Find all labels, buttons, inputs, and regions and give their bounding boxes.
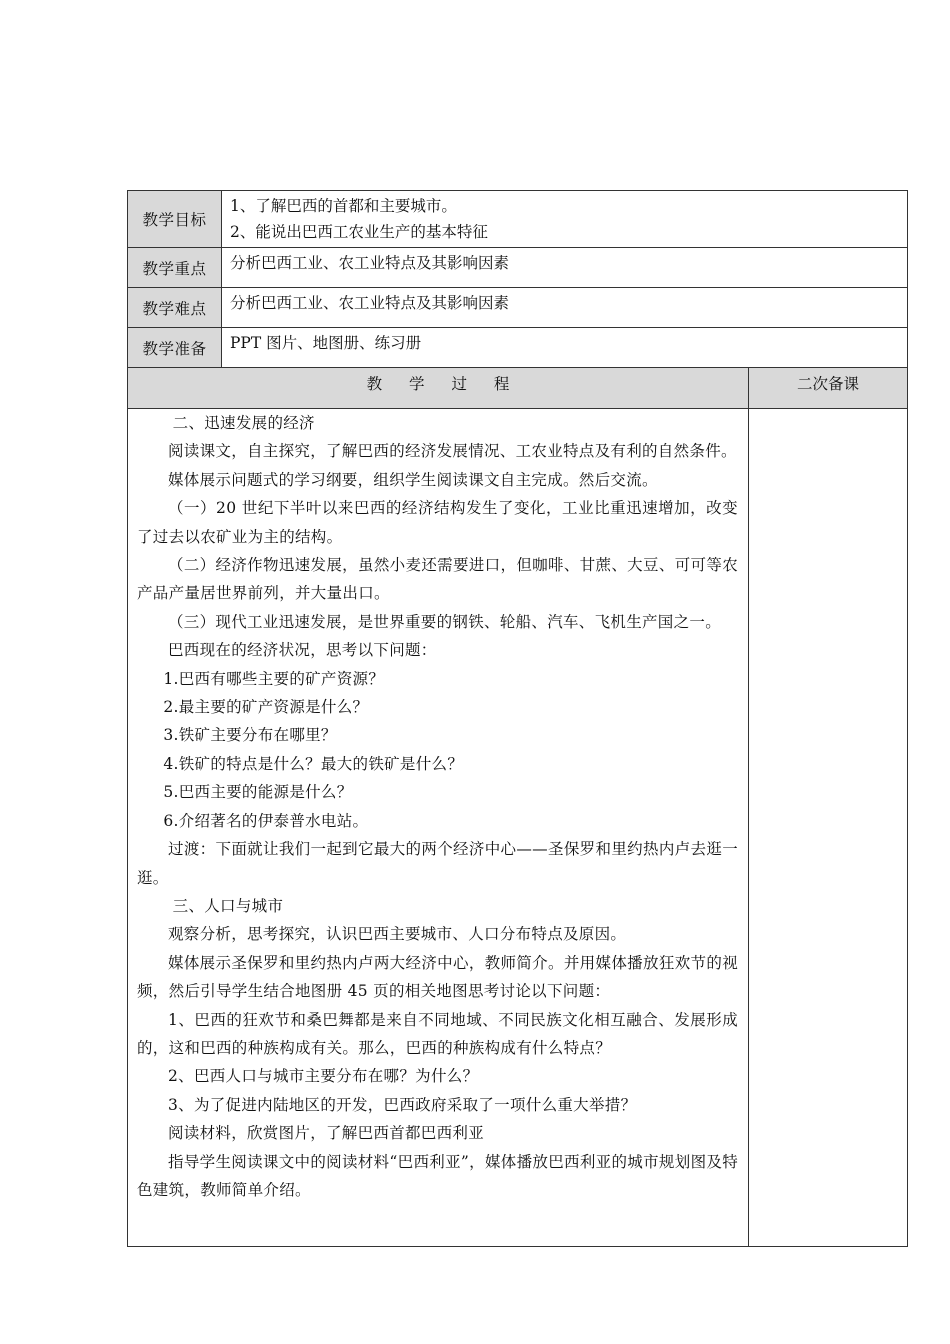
section-heading-population: 三、人口与城市 [172,896,284,915]
label-key-points: 教学重点 [128,248,222,288]
row-teaching-goals [128,191,908,248]
row-key-points [128,248,908,288]
question-item: 5.巴西主要的能源是什么？ [163,783,353,802]
paragraph: 阅读材料，欣赏图片，了解巴西首都巴西利亚 [168,1124,485,1143]
process-header-text: 教 学 过 程 [366,375,510,393]
question-item: 3.铁矿主要分布在哪里？ [163,726,337,745]
key-points-line: 分析巴西工业、农工业特点及其影响因素 [230,254,510,272]
value-difficulties [222,288,908,328]
paragraph: 指导学生阅读课文中的阅读材料“巴西利亚”，媒体播放巴西利亚的城市规划图及特色建筑，教师简单介绍。 [137,1152,738,1199]
value-preparation [222,328,908,368]
process-body [128,409,749,1247]
question-item: 2.最主要的矿产资源是什么？ [163,698,369,717]
paragraph: （一）20 世纪下半叶以来巴西的经济结构发生了变化，工业比重迅速增加，改变了过去以农矿业为主的结构。 [137,499,738,546]
paragraph: 2、巴西人口与城市主要分布在哪？为什么？ [168,1067,479,1086]
row-process-body [128,409,908,1247]
label-teaching-goals: 教学目标 [128,191,222,248]
question-item: 1.巴西有哪些主要的矿产资源？ [163,669,385,688]
lesson-plan-table [127,190,908,1247]
row-process-header [128,368,908,409]
paragraph: 3、为了促进内陆地区的开发，巴西政府采取了一项什么重大举措？ [168,1095,637,1114]
notes-header: 二次备课 [749,368,908,409]
paragraph: 过渡：下面就让我们一起到它最大的两个经济中心——圣保罗和里约热内卢去逛一逛。 [137,840,738,887]
notes-body [749,409,908,1247]
value-key-points [222,248,908,288]
label-preparation: 教学准备 [128,328,222,368]
paragraph: 1、巴西的狂欢节和桑巴舞都是来自不同地域、不同民族文化相互融合、发展形成的，这和巴西的种族构成有关。那么，巴西的种族构成有什么特点？ [137,1010,738,1057]
paragraph: （二）经济作物迅速发展，虽然小麦还需要进口，但咖啡、甘蔗、大豆、可可等农产品产量居世界前列，并大量出口。 [137,556,738,603]
section-heading-economy: 二、迅速发展的经济 [172,414,315,432]
preparation-line: PPT 图片、地图册、练习册 [230,334,422,352]
difficulties-line: 分析巴西工业、农工业特点及其影响因素 [230,294,510,312]
row-difficulties [128,288,908,328]
process-header [128,368,749,409]
goal-line-1: 1、了解巴西的首都和主要城市。 [230,197,457,215]
value-teaching-goals [222,191,908,248]
paragraph: 阅读课文，自主探究，了解巴西的经济发展情况、工农业特点及有利的自然条件。 [168,442,737,461]
paragraph: （三）现代工业迅速发展，是世界重要的钢铁、轮船、汽车、飞机生产国之一。 [168,612,722,631]
question-item: 6.介绍著名的伊泰普水电站。 [163,811,369,830]
paragraph: 媒体展示问题式的学习纲要，组织学生阅读课文自主完成。然后交流。 [168,470,658,489]
paragraph: 巴西现在的经济状况，思考以下问题： [168,641,437,660]
row-preparation [128,328,908,368]
paragraph: 观察分析，思考探究，认识巴西主要城市、人口分布特点及原因。 [168,925,627,944]
label-difficulties: 教学难点 [128,288,222,328]
goal-line-2: 2、能说出巴西工农业生产的基本特征 [230,223,488,241]
question-item: 4.铁矿的特点是什么？最大的铁矿是什么？ [163,754,464,773]
paragraph: 媒体展示圣保罗和里约热内卢两大经济中心，教师简介。并用媒体播放狂欢节的视频，然后引导学生结合地图册 45 页的相关地图思考讨论以下问题： [137,953,738,1001]
